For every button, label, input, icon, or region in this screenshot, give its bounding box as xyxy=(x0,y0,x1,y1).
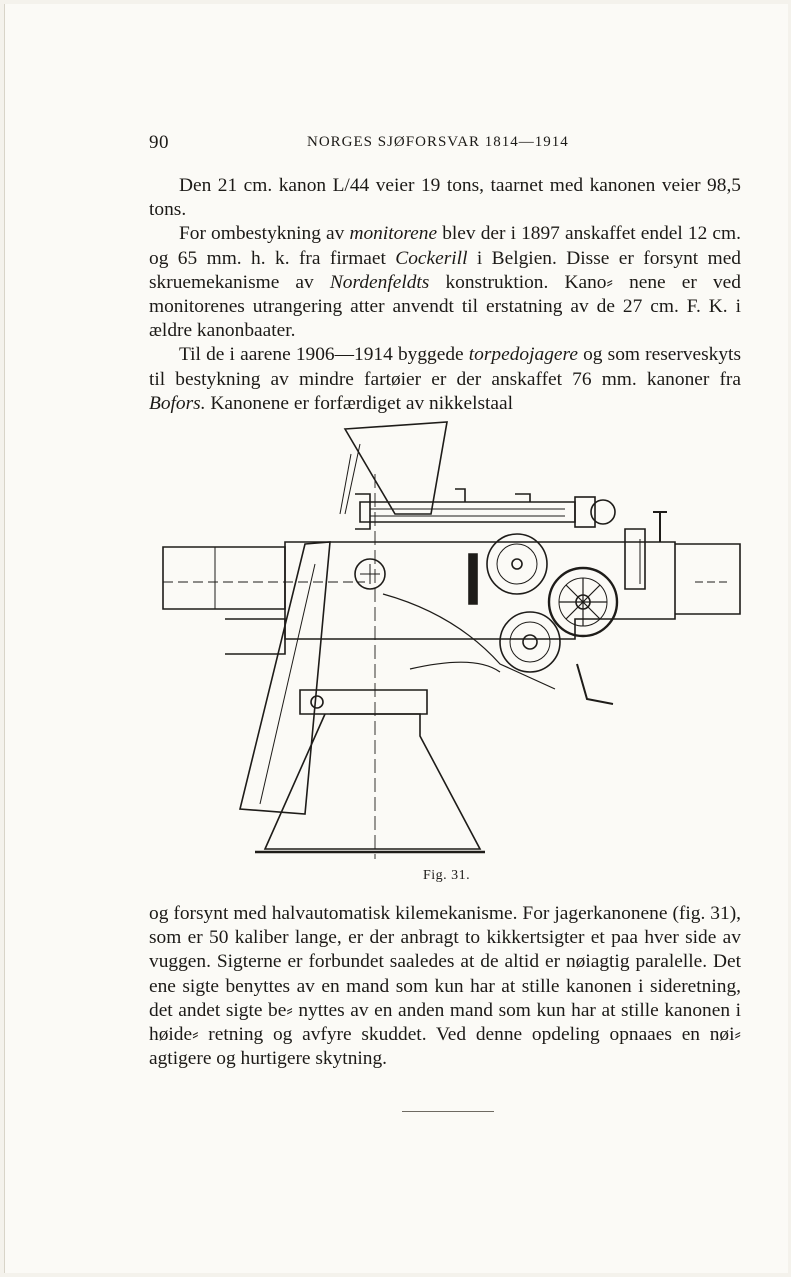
gun-shield xyxy=(345,422,447,514)
italic-term: Cockerill xyxy=(395,247,468,269)
telescopic-sight xyxy=(360,502,575,522)
barrel-rear xyxy=(675,544,740,614)
end-rule xyxy=(402,1111,494,1112)
gun-barrel xyxy=(163,547,285,609)
body-text-top xyxy=(149,174,741,416)
figure-caption: Fig. 31. xyxy=(423,868,471,883)
italic-term: Nordenfeldts xyxy=(329,271,430,293)
firing-handle xyxy=(577,664,613,704)
gun-cradle xyxy=(285,542,675,639)
gun-mount-illustration xyxy=(155,414,747,864)
figure-gun-drawing xyxy=(155,414,747,864)
elevating-rack xyxy=(469,554,477,604)
gun-pedestal xyxy=(265,714,480,849)
paragraph: Den 21 cm. kanon L/44 veier 19 tons, taarnet med kanonen veier 98,5 tons. xyxy=(149,175,741,221)
elevating-handwheel xyxy=(487,534,547,594)
book-page xyxy=(4,4,788,1273)
page-header xyxy=(149,132,741,156)
running-title: NORGES SJØFORSVAR 1814—1914 xyxy=(307,134,569,150)
paragraph: Til de i aarene 1906—1914 byggede torpedojagere og som reserveskyts til bestykning av mindre fartøier er der anskaffet 76 mm. kanoner fra Bofors. Kanonene er forfærdiget av nikkelstaal xyxy=(149,344,741,414)
page-number: 90 xyxy=(149,132,169,153)
paragraph: For ombestykning av monitorene blev der i 1897 anskaffet endel 12 cm. og 65 mm. h. k. fra firmaet Cockerill i Belgien. Disse er forsynt med skruemekanisme av Nordenfeldts konstruktion. Kano⸗ nene er ved monitorenes utrangering atter anvendt til erstatning av de 27 cm. F. K. i ældre kanonbaater. xyxy=(149,223,741,342)
italic-term: monitorene xyxy=(349,223,438,245)
paragraph: og forsynt med halvautomatisk kilemekanisme. For jagerkanonene (fig. 31), som er 50 kaliber lange, er der anbragt to kikkertsigter et paa hver side av vuggen. Sigterne er forbundet saaledes at de altid er nøiagtig paralelle. Det ene sigte benyttes av en mand som kun har at stille kanonen i sideretning, det andet sigte be⸗ nyttes av en anden mand som kun har at stille kanonen i høide⸗ retning og avfyre skuddet. Ved denne opdeling opnaaes en nøi⸗ agtigere og hurtigere skytning. xyxy=(149,903,741,1070)
body-text-bottom xyxy=(149,902,741,1071)
pedestal-top xyxy=(300,690,427,714)
italic-term: torpedojagere xyxy=(468,344,578,366)
italic-term: Bofors. xyxy=(149,392,206,414)
gear-wheel xyxy=(500,612,560,672)
